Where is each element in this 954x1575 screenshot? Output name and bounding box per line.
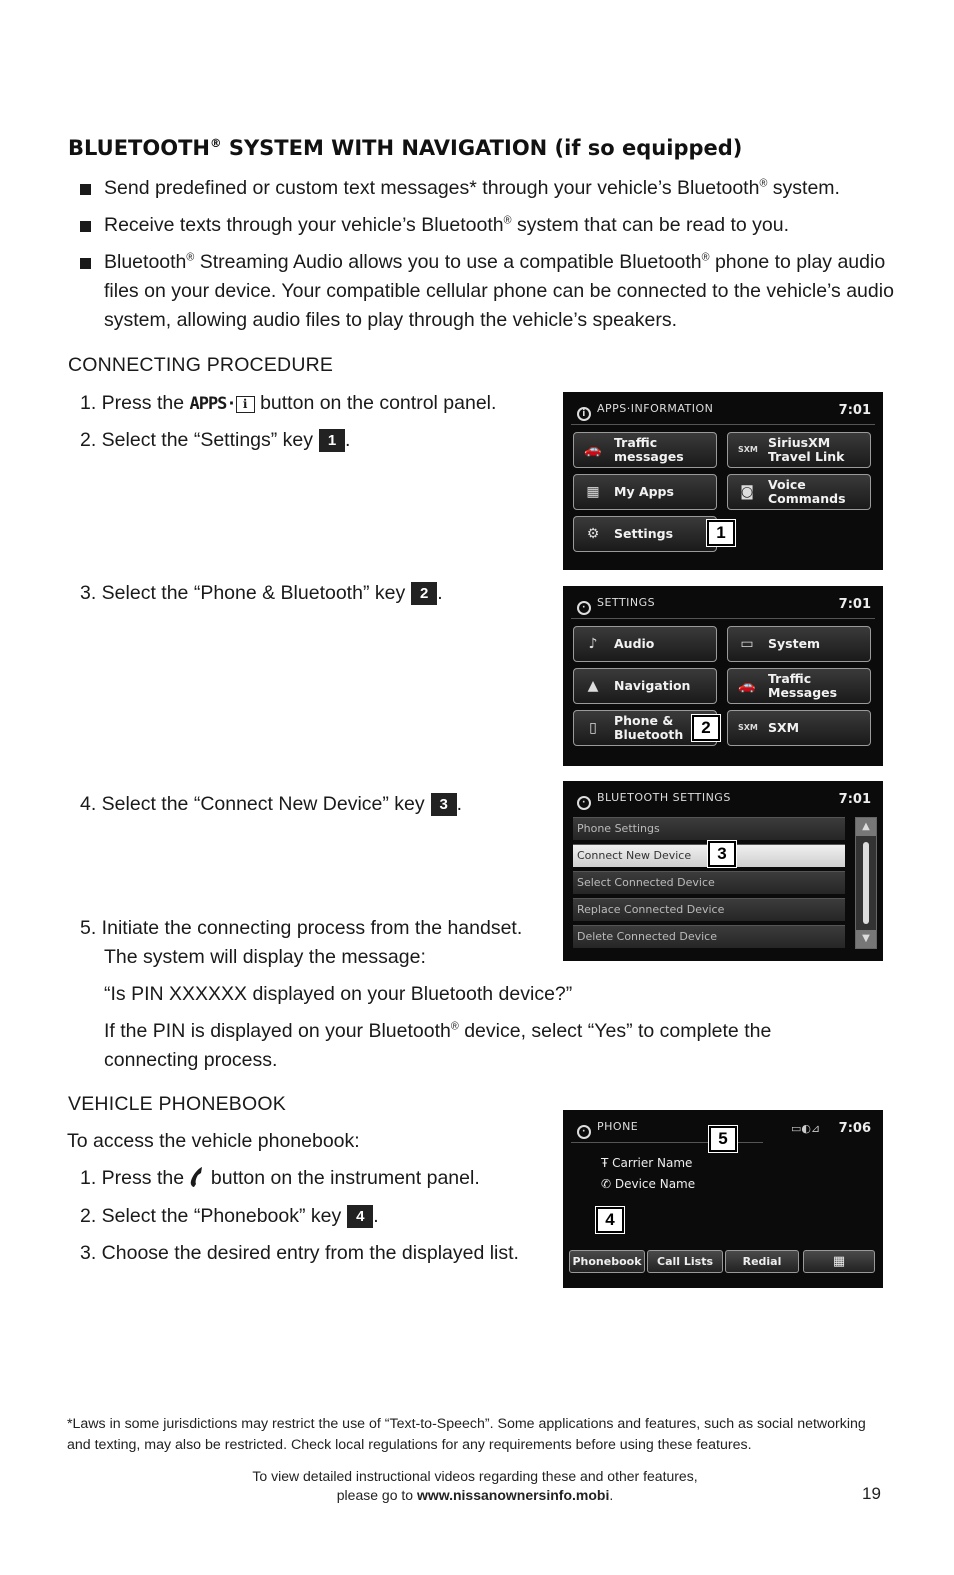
pin-note: If the PIN is displayed on your Bluetooth® device, select “Yes” to complete the connecting process. [104,1020,772,1071]
select-connected-device-row[interactable]: Select Connected Device [573,871,845,894]
connect-step-5-detail: The system will display the message: [104,946,426,968]
siriusxm-travel-link-button[interactable]: SXM SiriusXM Travel Link [727,432,871,468]
sxm-button[interactable]: SXM SXM [727,710,871,746]
footnote: *Laws in some jurisdictions may restrict the use of “Text-to-Speech”. Some applications and features, such as social networking and texting, may also be restricted. Check local regulations for any requirements before using these features. [67,1416,866,1453]
settings-button[interactable]: ⚙ Settings [573,516,717,552]
footer: To view detailed instructional videos regarding these and other features, please go to www.nissanownersinfo.mobi. [252,1468,698,1503]
screen-header: · BLUETOOTH SETTINGS [577,791,731,810]
callout-badge: 1 [707,520,735,546]
traffic-messages-button[interactable]: 🚗 Traffic messages [573,432,717,468]
screen-clock: 7:01 [838,792,871,807]
phone-screen [563,1110,883,1288]
voice-icon: ◙ [740,484,754,500]
phonebook-intro: To access the vehicle phonebook: [67,1130,360,1152]
connect-step-4: 4. Select the “Connect New Device” key 3 . [80,793,463,815]
car-icon: 🚗 [584,442,602,458]
callout-badge: 2 [692,715,720,741]
music-note-icon: ♪ [588,636,598,652]
traffic-messages-button[interactable]: 🚗 Traffic Messages [727,668,871,704]
callout-badge: 5 [709,1126,737,1152]
phonebook-heading: VEHICLE PHONEBOOK [68,1093,286,1115]
page-title: BLUETOOTH® SYSTEM WITH NAVIGATION (if so equipped) [68,136,743,160]
replace-connected-device-row[interactable]: Replace Connected Device [573,898,845,921]
connect-step-1: 1. Press the APPS· i button on the control panel. [80,392,497,414]
connect-step-2: 2. Select the “Settings” key 1 . [80,429,351,451]
screen-clock: 7:06 [838,1121,871,1136]
screen-clock: 7:01 [838,403,871,418]
connecting-heading: CONNECTING PROCEDURE [68,354,334,376]
device-name: ✆ Device Name [601,1177,696,1191]
my-apps-button[interactable]: ▦ My Apps [573,474,717,510]
navigation-arrow-icon: ▲ [587,678,599,694]
signal-status-icon: ▭◐⊿ [791,1122,821,1135]
gear-icon: · [577,601,591,615]
screen-header: i APPS·INFORMATION [577,402,713,421]
bullet-square-icon [80,184,91,195]
list-item: Receive texts through your vehicle’s Bluetooth® system that can be read to you. [78,211,898,240]
website-link[interactable]: www.nissanownersinfo.mobi [416,1487,610,1503]
phonebook-button[interactable]: Phonebook [569,1250,645,1273]
key-badge: 1 [319,429,345,452]
keypad-icon[interactable]: ▦ [803,1250,875,1273]
screen-header: · SETTINGS [577,596,655,615]
callout-badge: 4 [596,1207,624,1233]
key-badge: 2 [411,582,437,605]
key-badge: 3 [431,793,457,816]
apps-key-label: APPS· [189,394,236,414]
mobile-phone-icon: ▯ [589,720,597,736]
call-lists-button[interactable]: Call Lists [647,1250,723,1273]
connect-step-3: 3. Select the “Phone & Bluetooth” key 2 . [80,582,443,604]
antenna-icon: Ŧ [601,1156,613,1170]
voice-commands-button[interactable]: ◙ Voice Commands [727,474,871,510]
scroll-up-icon[interactable]: ▲ [856,818,876,836]
screen-header: · PHONE [577,1120,638,1139]
bluetooth-settings-screen [563,781,883,961]
info-icon: i [236,396,255,413]
phonebook-step-1: 1. Press the button on the instrument panel. [80,1167,480,1189]
list-item: Bluetooth® Streaming Audio allows you to use a compatible Bluetooth® phone to play audio files on your device. Your compatible cellular phone can be connected to the vehicle’s audio system, allowing audio files to play through the vehicle’s speakers. [78,248,898,335]
gear-icon: · [577,796,591,810]
connect-new-device-row[interactable]: Connect New Device [573,844,845,867]
audio-button[interactable]: ♪ Audio [573,626,717,662]
scroll-thumb[interactable] [863,842,869,924]
phone-settings-row[interactable]: Phone Settings [573,817,845,840]
feature-list [78,174,898,343]
phonebook-step-2: 2. Select the “Phonebook” key 4 . [80,1205,379,1227]
car-icon: 🚗 [738,678,756,694]
page-number: 19 [862,1484,881,1503]
phonebook-step-3: 3. Choose the desired entry from the displayed list. [80,1242,519,1264]
info-icon: i [577,407,591,421]
scrollbar[interactable] [855,817,877,949]
phone-icon: · [577,1125,591,1139]
phone-handset-icon [189,1166,205,1188]
navigation-button[interactable]: ▲ Navigation [573,668,717,704]
apps-information-screen [563,392,883,570]
sxm-icon: SXM [738,723,758,732]
phone-bluetooth-button[interactable]: ▯ Phone & Bluetooth [573,710,717,746]
connect-step-5: 5. Initiate the connecting process from the handset. [80,917,523,939]
list-item: Send predefined or custom text messages* through your vehicle’s Bluetooth® system. [78,174,898,203]
gear-icon: ⚙ [586,526,600,542]
redial-button[interactable]: Redial [725,1250,799,1273]
settings-screen [563,586,883,766]
scroll-down-icon[interactable]: ▼ [856,930,876,948]
system-icon: ▭ [740,636,754,652]
sxm-icon: SXM [738,445,758,454]
screen-clock: 7:01 [838,597,871,612]
callout-badge: 3 [708,841,736,867]
key-badge: 4 [347,1205,373,1228]
handset-icon: ✆ [601,1177,615,1191]
carrier-name: Ŧ Carrier Name [601,1156,693,1170]
pin-message: “Is PIN XXXXXX displayed on your Bluetooth device?” [104,983,573,1005]
bullet-square-icon [80,258,91,269]
system-button[interactable]: ▭ System [727,626,871,662]
delete-connected-device-row[interactable]: Delete Connected Device [573,925,845,948]
apps-grid-icon: ▦ [586,484,600,500]
bullet-square-icon [80,221,91,232]
